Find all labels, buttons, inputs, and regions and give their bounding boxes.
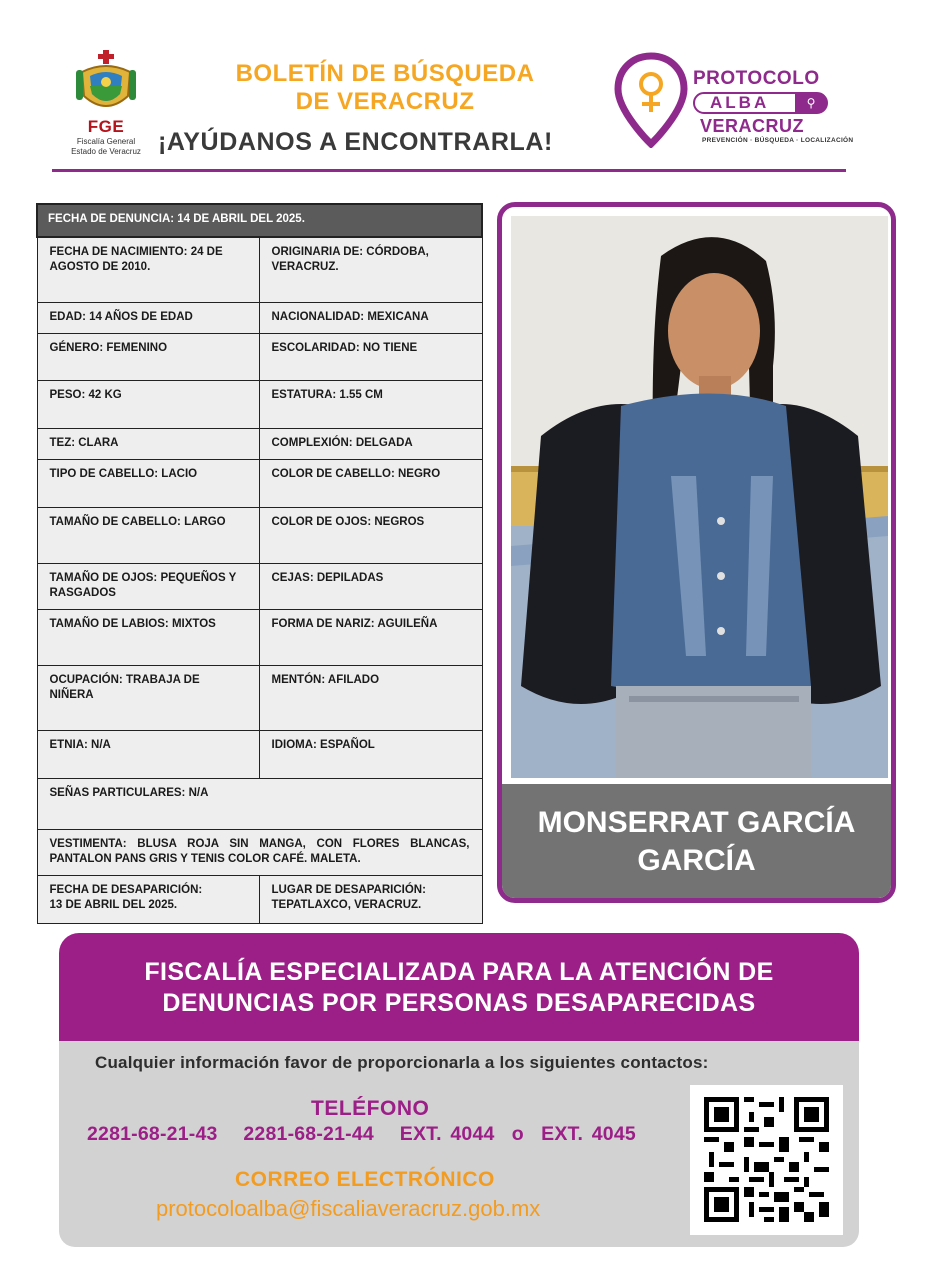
disappearance-date-cell <box>37 875 259 923</box>
disappearance-place-label: LUGAR DE DESAPARICIÓN: <box>271 883 426 896</box>
disappearance-place-cell <box>259 875 482 923</box>
person-name-line2: GARCÍA <box>637 844 756 877</box>
distinguishing-marks-cell: SEÑAS PARTICULARES: N/A <box>37 778 482 829</box>
eye-size-cell: TAMAÑO DE OJOS: PEQUEÑOS Y RASGADOS <box>37 563 259 609</box>
specialized-prosecutor-banner <box>59 933 859 1041</box>
bulletin-subtitle: ¡AYÚDANOS A ENCONTRARLA! <box>158 128 553 156</box>
photo-panel <box>497 202 896 903</box>
ethnicity-cell: ETNIA: N/A <box>37 730 259 778</box>
person-name-block <box>502 784 891 898</box>
origin-cell: ORIGINARIA DE: CÓRDOBA, VERACRUZ. <box>259 237 482 302</box>
skin-cell: TEZ: CLARA <box>37 428 259 459</box>
hair-type-cell: TIPO DE CABELLO: LACIO <box>37 459 259 507</box>
build-cell: COMPLEXIÓN: DELGADA <box>259 428 482 459</box>
person-photo-illustration <box>511 216 888 778</box>
email-title: CORREO ELECTRÓNICO <box>235 1168 495 1191</box>
person-photo <box>511 216 888 778</box>
report-date-cell: FECHA DE DENUNCIA: 14 DE ABRIL DEL 2025. <box>37 204 482 237</box>
language-cell: IDIOMA: ESPAÑOL <box>259 730 482 778</box>
chin-cell: MENTÓN: AFILADO <box>259 665 482 730</box>
bulletin-title-line2: DE VERACRUZ <box>295 88 475 115</box>
clothing-cell: VESTIMENTA: BLUSA ROJA SIN MANGA, CON FLORES BLANCAS, PANTALON PANS GRIS Y TENIS COLOR CAFÉ. MALETA. <box>37 829 482 875</box>
search-icon: ⚲ <box>795 93 827 113</box>
lips-cell: TAMAÑO DE LABIOS: MIXTOS <box>37 609 259 665</box>
nose-cell: FORMA DE NARIZ: AGUILEÑA <box>259 609 482 665</box>
contact-box <box>59 1041 859 1247</box>
bulletin-title-line1: BOLETÍN DE BÚSQUEDA <box>235 60 535 87</box>
disappearance-date-label: FECHA DE DESAPARICIÓN: <box>49 883 203 896</box>
schooling-cell: ESCOLARIDAD: NO TIENE <box>259 333 482 380</box>
eye-color-cell: COLOR DE OJOS: NEGROS <box>259 507 482 563</box>
phone-numbers[interactable]: 2281-68-21-43 2281-68-21-44 EXT. 4044 o EXT. 4045 <box>87 1123 636 1145</box>
alba-word: ALBA <box>710 93 770 112</box>
hair-length-cell: TAMAÑO DE CABELLO: LARGO <box>37 507 259 563</box>
alba-protocolo-text: PROTOCOLO <box>693 68 820 89</box>
alba-veracruz-text: VERACRUZ <box>700 116 805 136</box>
contact-intro: Cualquier información favor de proporcionarla a los siguientes contactos: <box>95 1053 709 1072</box>
nationality-cell: NACIONALIDAD: MEXICANA <box>259 302 482 333</box>
alba-pin-icon <box>612 52 690 148</box>
hair-color-cell: COLOR DE CABELLO: NEGRO <box>259 459 482 507</box>
fge-name-line2: Estado de Veracruz <box>71 147 141 156</box>
weight-cell: PESO: 42 KG <box>37 380 259 428</box>
alba-tagline: PREVENCIÓN · BÚSQUEDA · LOCALIZACIÓN <box>702 137 854 144</box>
email-link[interactable]: protocoloalba@fiscaliaveracruz.gob.mx <box>156 1196 541 1221</box>
banner-line1: FISCALÍA ESPECIALIZADA PARA LA ATENCIÓN DE <box>144 958 774 986</box>
occupation-cell: OCUPACIÓN: TRABAJA DE NIÑERA <box>37 665 259 730</box>
height-cell: ESTATURA: 1.55 CM <box>259 380 482 428</box>
person-name-line1: MONSERRAT GARCÍA <box>537 806 856 839</box>
age-cell: EDAD: 14 AÑOS DE EDAD <box>37 302 259 333</box>
qr-code[interactable] <box>690 1085 843 1235</box>
gender-cell: GÉNERO: FEMENINO <box>37 333 259 380</box>
fge-name-line1: Fiscalía General <box>76 137 136 146</box>
birth-date-cell: FECHA DE NACIMIENTO: 24 DE AGOSTO DE 2010. <box>37 237 259 302</box>
qr-code-icon <box>704 1097 829 1222</box>
fge-abbr: FGE <box>87 117 125 136</box>
banner-line2: DENUNCIAS POR PERSONAS DESAPARECIDAS <box>162 989 756 1017</box>
disappearance-date-value: 13 DE ABRIL DEL 2025. <box>49 898 178 911</box>
disappearance-place-value: TEPATLAXCO, VERACRUZ. <box>271 898 422 911</box>
header-divider <box>52 169 846 172</box>
fge-logo <box>56 50 156 160</box>
eyebrows-cell: CEJAS: DEPILADAS <box>259 563 482 609</box>
phone-title: TELÉFONO <box>311 1097 430 1120</box>
missing-person-info-table <box>36 203 483 924</box>
veracruz-coat-of-arms-icon <box>76 50 136 116</box>
